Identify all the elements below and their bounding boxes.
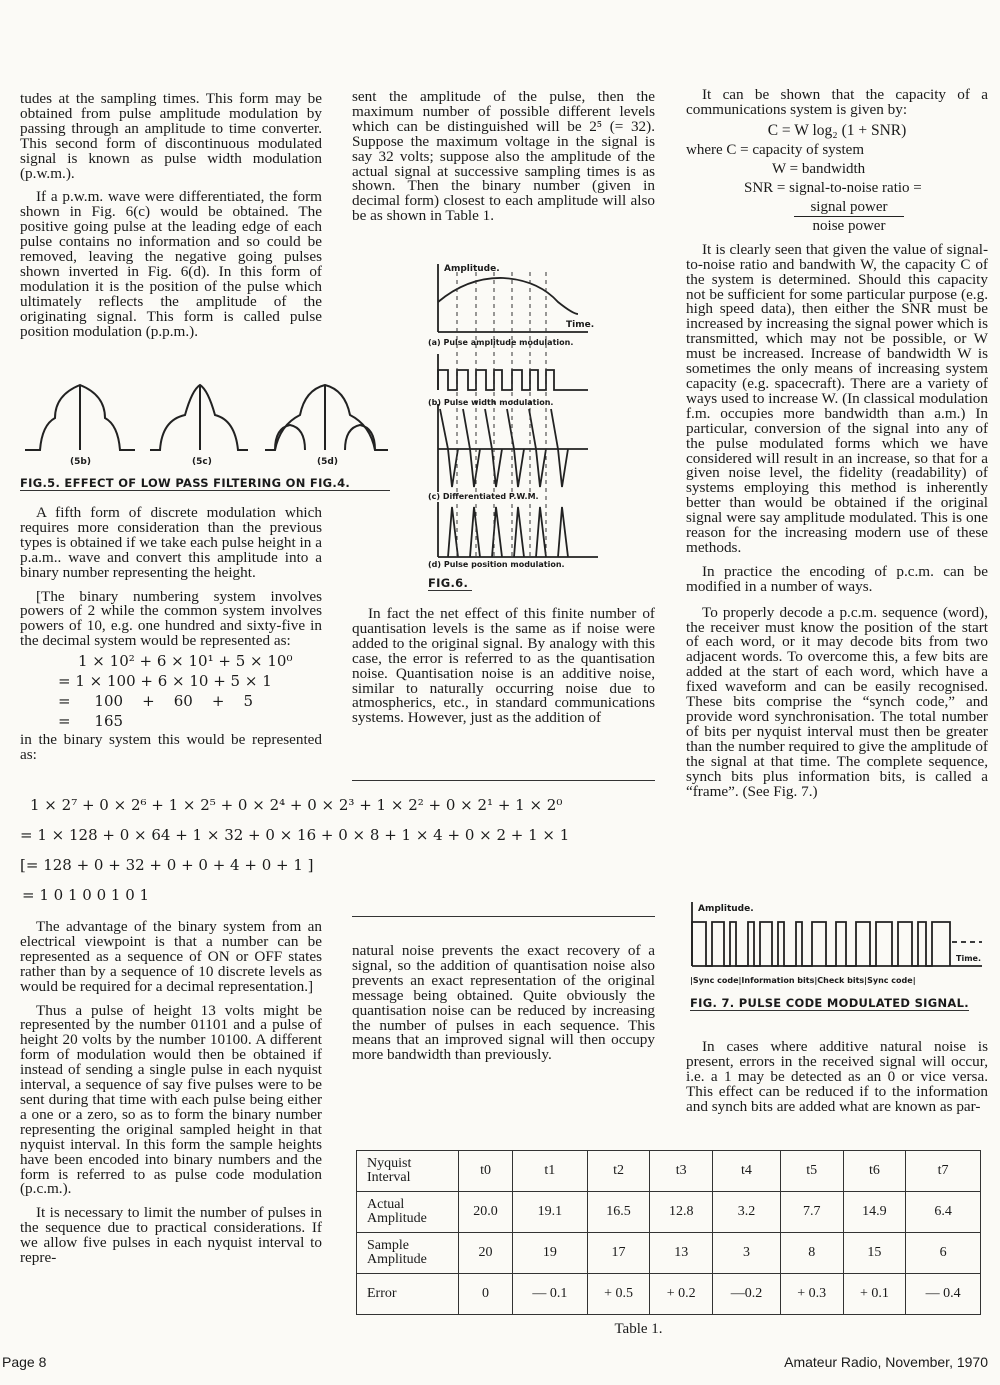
- fig6-c-label: (c) Differentiated P.W.M.: [428, 492, 539, 501]
- column-2-middle: [352, 607, 655, 735]
- table-cell: t7: [906, 1151, 981, 1192]
- paragraph: If a p.w.m. wave were differentiated, the form shown in Fig. 6(c) would be obtained. The positive going pulse at the leading edge of each pulse contains no information and so could be removed, leaving the negative going pulses shown inverted in Fig. 6(d). In this form of modulation it is the position of the pulse which ultimately reflects the amplitude of the originating signal. This form is called pulse position modulation (p.p.m.).: [20, 188, 322, 340]
- column-1-lower: [20, 506, 322, 772]
- table-caption: Table 1.: [614, 1321, 663, 1337]
- fig7-pulse-train: [692, 922, 950, 966]
- decimal-eq-4: = 165: [58, 712, 124, 731]
- decimal-eq-2: = 1 × 100 + 6 × 10 + 5 × 1: [58, 672, 272, 691]
- binary-row-1: 1 × 2⁷ + 0 × 2⁶ + 1 × 2⁵ + 0 × 2⁴ + 0 × 2³ + 1 × 2² + 0 × 2¹ + 1 × 2⁰: [30, 796, 563, 814]
- paragraph: It is necessary to limit the number of pulses in the sequence due to practical considerations. If we allow five pulses in each nyquist interval to repre-: [20, 1204, 322, 1267]
- column-2-bottom: [352, 944, 655, 1072]
- paragraph: In practice the encoding of p.c.m. can be modified in a number of ways.: [686, 562, 988, 595]
- table-cell: — 0.4: [906, 1274, 981, 1315]
- paragraph: A fifth form of discrete modulation which requires more consideration than the previous types is obtained if we take each pulse height in a p.a.m.. wave and convert this amplitude into a binary number representing the height.: [20, 504, 322, 581]
- paragraph: natural noise prevents the exact recovery of a signal, so the addition of quantisation noise also prevents an exact representation of the original message being obtained. Quite obviously the quantisation noise can be reduced by increasing the number of pulses in each sequence. This means that an improved signal will then occupy more bandwidth than previously.: [352, 942, 655, 1064]
- row-label: Sample Amplitude: [357, 1233, 459, 1274]
- table-1: [356, 1150, 981, 1338]
- table-cell: t3: [650, 1151, 713, 1192]
- table-cell: 0: [459, 1274, 513, 1315]
- table-cell: 8: [780, 1233, 843, 1274]
- table-cell: + 0.2: [650, 1274, 713, 1315]
- journal-footer: Amateur Radio, November, 1970: [784, 1354, 988, 1370]
- table-cell: t1: [513, 1151, 588, 1192]
- table-cell: + 0.3: [780, 1274, 843, 1315]
- table-cell: 6.4: [906, 1192, 981, 1233]
- fig5d-waveform: [265, 385, 388, 450]
- decimal-eq-3: = 100 + 60 + 5: [58, 692, 254, 711]
- figure-5-drawing: [20, 380, 390, 455]
- table-cell: 17: [587, 1233, 650, 1274]
- row-label: Nyquist Interval: [357, 1151, 459, 1192]
- fig6-caption: FIG.6.: [428, 576, 472, 591]
- paragraph: It can be shown that the capacity of a communications system is given by:: [686, 86, 988, 118]
- row-label: Actual Amplitude: [357, 1192, 459, 1233]
- table-cell: 14.9: [843, 1192, 906, 1233]
- capacity-equation: C = W log₂ (1 + SNR): [767, 121, 907, 139]
- paragraph: To properly decode a p.c.m. sequence (word), the receiver must know the position of the start of each word, or it may decode bits from two adjacent words. To overcome this, a few bits are added at the start of each word, which have a fixed waveform and can be easily recognised. These bits comprise the “synch code,” and provide word synchronisation. The total number of bits per nyquist interval must then be greater than the number required to give the amplitude of the signal at that time. The complete sequence, synch bits plus information bits, is called a “frame”. (See Fig. 7.): [686, 603, 988, 800]
- table-cell: — 0.1: [513, 1274, 588, 1315]
- snr-numerator: signal power: [794, 198, 904, 217]
- binary-top-rule: [352, 780, 655, 781]
- table-cell: t2: [587, 1151, 650, 1192]
- fig7-time-label: Time.: [956, 954, 981, 963]
- table-row: [357, 1192, 981, 1233]
- fig6a-signal: [438, 278, 578, 314]
- fig5-label-c: (5c): [192, 457, 212, 467]
- table-row: [357, 1151, 981, 1192]
- table-cell: + 0.5: [587, 1274, 650, 1315]
- quantisation-table: [356, 1150, 981, 1315]
- figure-7: [686, 900, 986, 1015]
- table-cell: 15: [843, 1233, 906, 1274]
- table-cell: t4: [713, 1151, 781, 1192]
- table-cell: 16.5: [587, 1192, 650, 1233]
- table-cell: 13: [650, 1233, 713, 1274]
- paragraph: It is clearly seen that given the value of signal-to-noise ratio and bandwith W, the capacity C of the system is determined. Should this capacity not be sufficient for some particular purpose (e.g. high speed data), then either the SNR must be increased by increasing the signal power which is transmitted, which may not be possible, or W must be increased. Increase of bandwidth W is sometimes the only means of increasing system capacity (e.g. spacecraft). There are a variety of ways used to increase W. (In classical modulation f.m. occupies more bandwidth than a.m.) In particular, conversion of the signal into any of the pulse modulated forms which we have considered will result in an increase, so that for a given noise level, the fidelity (readability) of systems employing this method is inherently better than would be obtained if the original signal were say amplitude modulated. This is one reason for the increasing modern use of these methods.: [686, 240, 988, 556]
- fig6-d-label: (d) Pulse position modulation.: [428, 560, 565, 569]
- fig7-caption: FIG. 7. PULSE CODE MODULATED SIGNAL.: [690, 996, 969, 1010]
- paragraph: Thus a pulse of height 13 volts might be represented by the number 01101 and a pulse of height 20 volts by the number 10100. A different form of modulation would then be obtained if instead of sending a single pulse in each nyquist interval, a sequence of say five pulses were to be sent during that time with each pulse being either a one or a zero, so as to form the binary number representing the original sampled height in that nyquist interval. In this form the sample heights have been encoded into binary numbers and the form is referred to as pulse code modulation (p.c.m.).: [20, 1001, 322, 1198]
- table-cell: t6: [843, 1151, 906, 1192]
- fig6-a-label: (a) Pulse amplitude modulation.: [428, 338, 574, 347]
- binary-row-4: = 1 0 1 0 0 1 0 1: [22, 886, 150, 904]
- column-1-bottom: [20, 920, 322, 1275]
- fig6-time-label: Time.: [566, 320, 595, 330]
- table-cell: t0: [459, 1151, 513, 1192]
- snr-denominator: noise power: [812, 217, 886, 234]
- snr-line: SNR = signal-to-noise ratio =: [744, 179, 922, 196]
- paragraph: [The binary numbering system involves powers of 2 while the common system involves powers of 10, e.g. one hundred and sixty-five in the decimal system would be represented as:: [20, 587, 322, 650]
- paragraph: In cases where additive natural noise is present, errors in the received signal will occur, i.e. a 1 may be detected as an 0 or vice versa. This effect can be reduced if to the information and synch bits are added what are known as par-: [686, 1038, 988, 1115]
- fig6-amplitude-label: Amplitude.: [444, 264, 500, 274]
- bandwidth-line: W = bandwidth: [772, 160, 866, 177]
- paragraph: sent the amplitude of the pulse, then the maximum number of possible different levels which can be distinguished will be 2⁵ (= 32). Suppose the maximum voltage in the signal is say 32 volts; suppose also the amplitude of the actual signal at successive sampling times is as shown. Then the binary number (given in decimal form) closest to each amplitude will also be as shown in Table 1.: [352, 88, 655, 225]
- column-2: [352, 90, 655, 233]
- table-cell: 19.1: [513, 1192, 588, 1233]
- binary-row-3: [= 128 + 0 + 32 + 0 + 0 + 4 + 0 + 1 ]: [20, 856, 314, 874]
- fig7-amplitude-label: Amplitude.: [698, 904, 754, 914]
- binary-row-2: = 1 × 128 + 0 × 64 + 1 × 32 + 0 × 16 + 0 × 8 + 1 × 4 + 0 × 2 + 1 × 1: [20, 826, 570, 844]
- fig5-caption: FIG.5. EFFECT OF LOW PASS FILTERING ON FIG.4.: [20, 476, 390, 491]
- fig6-b-label: (b) Pulse width modulation.: [428, 398, 554, 407]
- paragraph: The advantage of the binary system from an electrical viewpoint is that a number can be represented as a sequence of ON or OFF states rather than by a sequence of 10 discrete levels as would be required for a decimal representation.]: [20, 918, 322, 995]
- fig6d-spikes: [448, 507, 568, 557]
- figure-6: [428, 262, 608, 600]
- table-cell: t5: [780, 1151, 843, 1192]
- table-cell: 6: [906, 1233, 981, 1274]
- table-cell: 7.7: [780, 1192, 843, 1233]
- fig7-segment-labels: |Sync code|Information bits|Check bits|Sync code|: [690, 976, 916, 985]
- page-number: Page 8: [2, 1354, 47, 1370]
- paragraph: In fact the net effect of this finite number of quantisation levels is the same as if noise were added to the original signal. By analogy with this case, the error is referred to as the quantisation noise. Quantisation noise is an additive noise, similar to naturally occurring noise due to atmospherics, etc., in standard communications systems. However, just as the addition of: [352, 605, 655, 727]
- table-cell: —0.2: [713, 1274, 781, 1315]
- column-3: [686, 88, 988, 808]
- table-cell: 3: [713, 1233, 781, 1274]
- table-cell: 3.2: [713, 1192, 781, 1233]
- table-cell: + 0.1: [843, 1274, 906, 1315]
- where-c-line: where C = capacity of system: [686, 141, 864, 158]
- fig5-label-b: (5b): [70, 457, 91, 467]
- binary-bottom-rule: [352, 916, 655, 917]
- fig6b-pulses: [438, 370, 588, 390]
- table-cell: 19: [513, 1233, 588, 1274]
- table-row: [357, 1274, 981, 1315]
- table-cell: 20: [459, 1233, 513, 1274]
- figure-5: [20, 380, 390, 495]
- row-label: Error: [357, 1274, 459, 1315]
- column-3-bottom: [686, 1040, 988, 1124]
- paragraph: in the binary system this would be represented as:: [20, 731, 322, 764]
- table-cell: 20.0: [459, 1192, 513, 1233]
- table-row: [357, 1233, 981, 1274]
- fig6c-spikes: [440, 409, 568, 487]
- table-cell: 12.8: [650, 1192, 713, 1233]
- fig5-label-d: (5d): [317, 457, 338, 467]
- paragraph: tudes at the sampling times. This form may be obtained from pulse amplitude modulation by passing through an amplitude to time converter. This second form of discontinuous modulated signal is known as pulse width modulation (p.w.m.).: [20, 90, 322, 182]
- column-1: [20, 92, 322, 349]
- figure-6-drawing: [428, 262, 608, 600]
- decimal-eq-1: 1 × 10² + 6 × 10¹ + 5 × 10⁰: [78, 652, 293, 671]
